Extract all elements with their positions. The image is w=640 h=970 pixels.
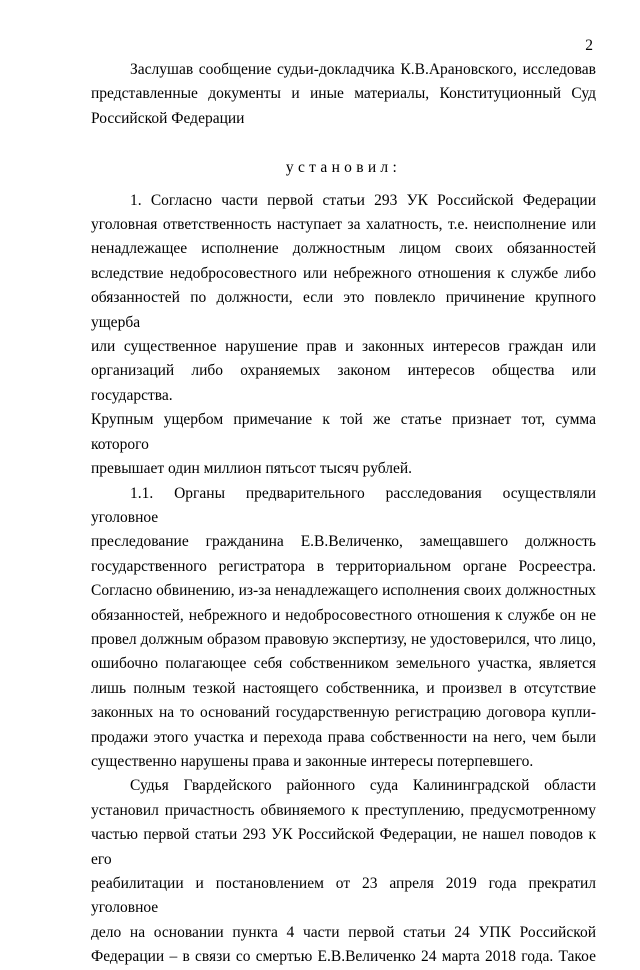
text-line: продажи этого участка и перехода права собственности на него, чем были [91, 728, 596, 746]
text-line: уголовная ответственность наступает за халатность, т.е. неисполнение или [91, 216, 596, 234]
text-line: Федерации – в связи со смертью Е.В.Величенко 24 марта 2018 года. Такое [91, 948, 596, 966]
paragraph-1 [91, 189, 596, 482]
text-line: ненадлежащее исполнение должностным лицом своих обязанностей [91, 240, 596, 258]
text-line: 1.1. Органы предварительного расследования осуществляли уголовное [91, 484, 596, 526]
text-line: лишь полным тезкой настоящего собственника, и произвел в отсутствие [91, 679, 596, 697]
paragraph-1-1 [91, 482, 596, 775]
intro-paragraph [91, 58, 596, 131]
text-line: государственного регистратора в территориальном органе Росреестра. [91, 557, 596, 575]
text-line: представленные документы и иные материалы, Конституционный Суд [91, 85, 596, 103]
section-heading: установил: [285, 159, 402, 177]
text-line: или существенное нарушение прав и законных интересов граждан или [91, 338, 596, 356]
text-line: реабилитации и постановлением от 23 апреля 2019 года прекратил уголовное [91, 875, 596, 917]
text-line: установил причастность обвиняемого к преступлению, предусмотренному [91, 801, 596, 819]
text-line: провел должным образом правовую экспертизу, не удостоверился, что лицо, [91, 630, 596, 648]
page-number: 2 [585, 37, 593, 54]
text-line: частью первой статьи 293 УК Российской Федерации, не нашел поводов к его [91, 826, 596, 868]
text-line: обязанностей по должности, если это повлекло причинение крупного ущерба [91, 289, 596, 331]
text-line: преследование гражданина Е.В.Величенко, замещавшего должность [91, 533, 596, 551]
text-line: 1. Согласно части первой статьи 293 УК Российской Федерации [130, 191, 596, 209]
text-line: вследствие недобросовестного или небрежного отношения к службе либо [91, 264, 596, 282]
text-line: превышает один миллион пятьсот тысяч рублей. [91, 460, 413, 478]
text-line: ошибочно полагающее себя собственником земельного участка, является [91, 655, 596, 673]
text-line: Заслушав сообщение судьи-докладчика К.В.Арановского, исследовав [130, 61, 596, 78]
text-line: организаций либо охраняемых законом интересов общества или государства. [91, 362, 596, 404]
text-line: существенно нарушены права и законные интересы потерпевшего. [91, 752, 534, 770]
text-line: обязанностей, небрежного и недобросовестного отношения к службе он не [91, 606, 596, 624]
paragraph-3 [91, 774, 596, 969]
document-body [91, 58, 596, 970]
text-line: дело на основании пункта 4 части первой статьи 24 УПК Российской [91, 923, 596, 941]
text-line: Судья Гвардейского районного суда Калининградской области [130, 777, 596, 795]
text-line: законных на то оснований государственную регистрацию договора купли- [91, 704, 596, 722]
text-line: Крупным ущербом примечание к той же статье признает тот, сумма которого [91, 411, 596, 453]
text-line: Российской Федерации [91, 109, 245, 127]
text-line: Согласно обвинению, из-за ненадлежащего исполнения своих должностных [91, 582, 596, 600]
